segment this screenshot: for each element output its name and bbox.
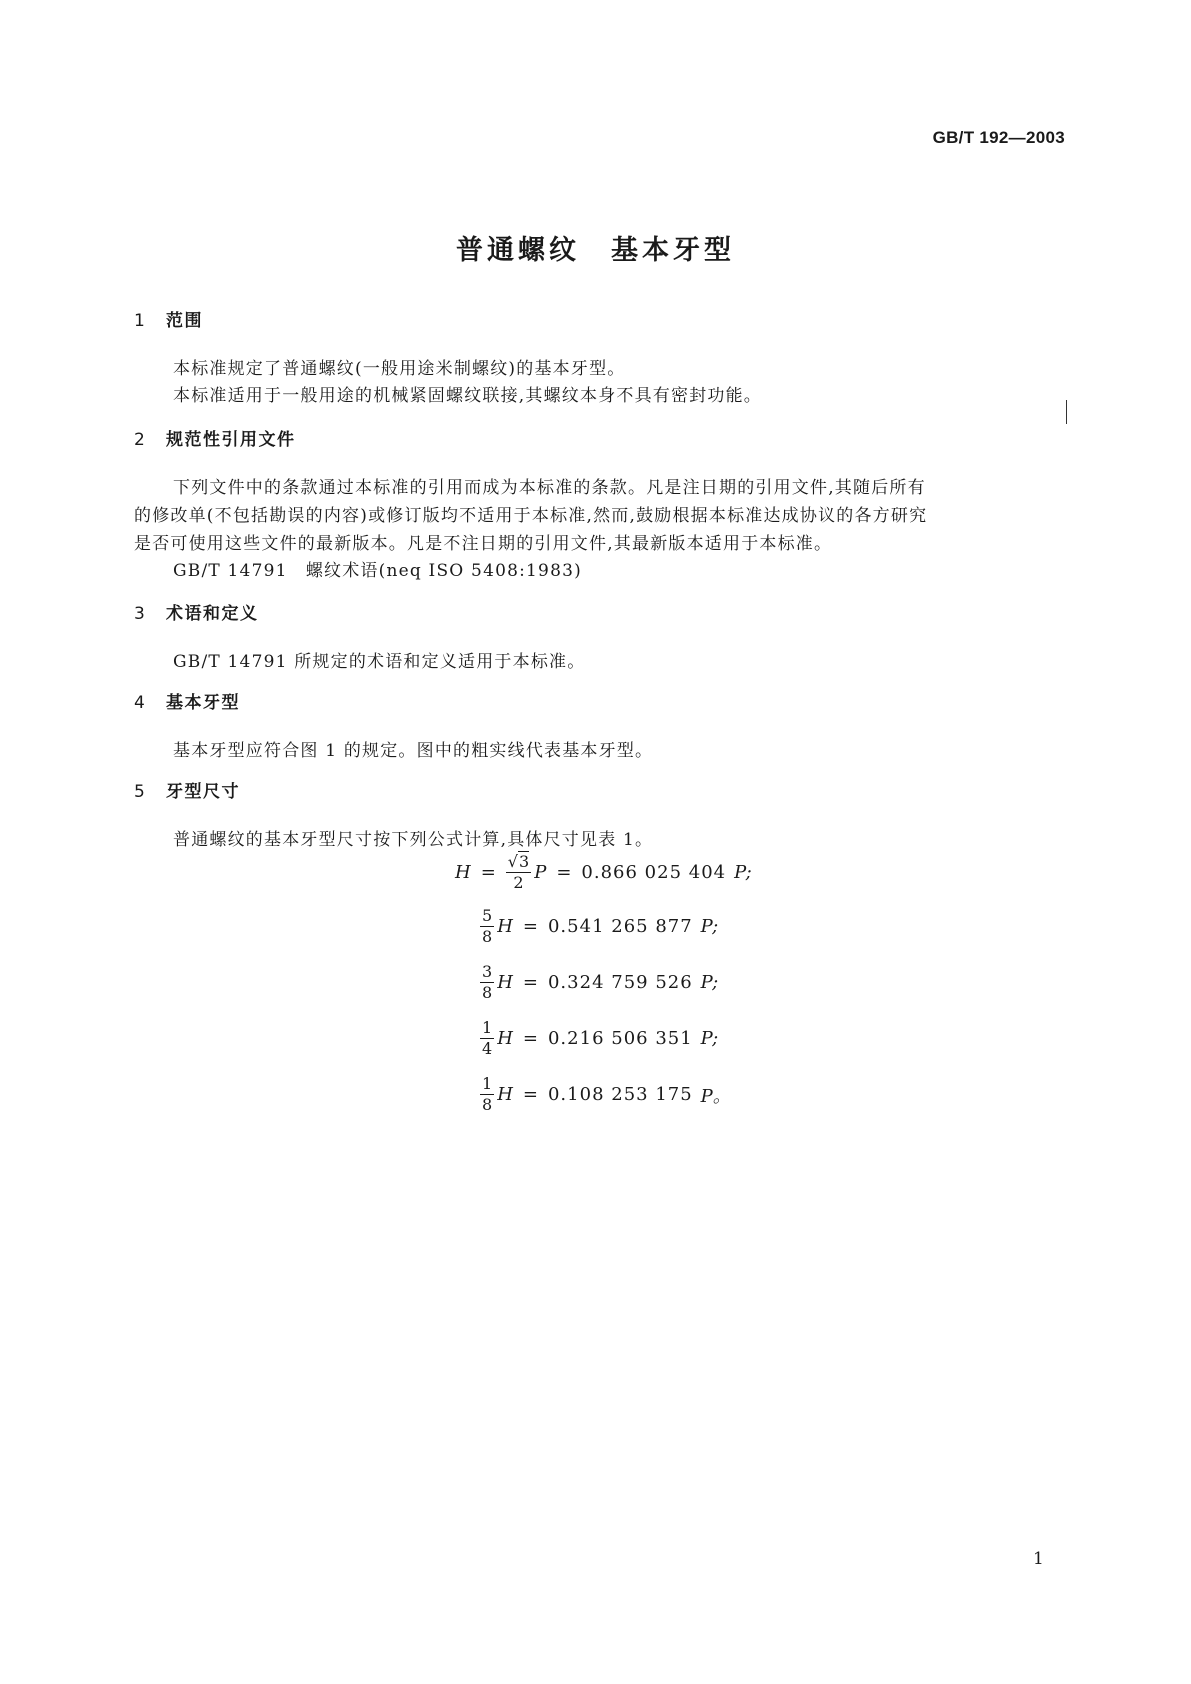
formula-end: P; xyxy=(700,1028,719,1049)
formula-value: 0.541 265 877 xyxy=(547,916,693,937)
scope-paragraph-2: 本标准适用于一般用途的机械紧固螺纹联接,其螺纹本身不具有密封功能。 xyxy=(173,386,763,406)
fraction-numerator: 1 xyxy=(482,1018,493,1037)
formula-1-4-h xyxy=(480,1018,718,1059)
fraction-denominator: 4 xyxy=(482,1039,493,1058)
fraction-numerator: 3 xyxy=(519,852,530,871)
formula-end: P; xyxy=(734,862,752,883)
section-heading-terms xyxy=(134,599,259,624)
equals-sign: = xyxy=(522,1028,538,1049)
section-number: 5 xyxy=(134,782,147,802)
fraction-denominator: 8 xyxy=(482,983,493,1002)
referenced-document: GB/T 14791 螺纹术语(neq ISO 5408:1983) xyxy=(173,561,582,581)
scope-paragraph-1: 本标准规定了普通螺纹(一般用途米制螺纹)的基本牙型。 xyxy=(173,359,626,379)
formula-lhs: H xyxy=(497,972,513,993)
page-title: 普通螺纹 基本牙型 xyxy=(456,235,735,266)
section-heading-scope xyxy=(134,306,203,331)
fraction-denominator: 2 xyxy=(513,873,524,892)
fraction xyxy=(480,962,494,1003)
references-line-3: 是否可使用这些文件的最新版本。凡是不注日期的引用文件,其最新版本适用于本标准。 xyxy=(134,534,833,554)
equals-sign: = xyxy=(556,862,572,883)
fraction-denominator: 8 xyxy=(482,927,493,946)
formula-end: P; xyxy=(700,916,719,937)
profile-paragraph: 基本牙型应符合图 1 的规定。图中的粗实线代表基本牙型。 xyxy=(173,741,654,761)
section-title: 规范性引用文件 xyxy=(166,430,296,450)
fraction xyxy=(480,1018,494,1059)
formula-value: 0.108 253 175 xyxy=(547,1084,693,1105)
formula-lhs: H xyxy=(455,862,471,883)
equals-sign: = xyxy=(522,1084,538,1105)
section-number: 4 xyxy=(134,693,147,713)
fraction-numerator: 1 xyxy=(482,1074,493,1093)
formula-lhs: H xyxy=(497,916,513,937)
fraction xyxy=(480,906,494,947)
references-line-2: 的修改单(不包括勘误的内容)或修订版均不适用于本标准,然而,鼓励根据本标准达成协议的各方研究 xyxy=(134,506,928,526)
formula-lhs: H xyxy=(497,1084,513,1105)
section-title: 术语和定义 xyxy=(166,604,259,624)
section-number: 2 xyxy=(134,430,147,450)
formula-value: 0.866 025 404 xyxy=(581,862,727,883)
fraction-denominator: 8 xyxy=(482,1095,493,1114)
section-heading-profile xyxy=(134,688,240,713)
section-heading-dimensions xyxy=(134,777,240,802)
formula-value: 0.216 506 351 xyxy=(547,1028,693,1049)
formula-1-8-h xyxy=(480,1074,731,1115)
section-title: 牙型尺寸 xyxy=(166,782,240,802)
equals-sign: = xyxy=(522,972,538,993)
formula-lhs: H xyxy=(497,1028,513,1049)
section-number: 3 xyxy=(134,604,147,624)
terms-paragraph: GB/T 14791 所规定的术语和定义适用于本标准。 xyxy=(173,652,586,672)
formula-5-8-h xyxy=(480,906,718,947)
formula-value: 0.324 759 526 xyxy=(547,972,693,993)
section-title: 范围 xyxy=(166,311,203,331)
formula-variable: P xyxy=(534,862,547,883)
section-title: 基本牙型 xyxy=(166,693,240,713)
dimensions-intro: 普通螺纹的基本牙型尺寸按下列公式计算,具体尺寸见表 1。 xyxy=(173,830,654,850)
references-line-1: 下列文件中的条款通过本标准的引用而成为本标准的条款。凡是注日期的引用文件,其随后所有 xyxy=(173,478,926,498)
equals-sign: = xyxy=(480,862,496,883)
change-bar xyxy=(1066,400,1067,424)
equals-sign: = xyxy=(522,916,538,937)
formula-end: P; xyxy=(700,972,719,993)
sqrt-symbol: √3 xyxy=(507,852,530,871)
fraction xyxy=(480,1074,494,1115)
page-number: 1 xyxy=(1033,1549,1044,1569)
standard-number: GB/T 192—2003 xyxy=(932,128,1065,147)
fraction-numerator: 3 xyxy=(482,962,493,981)
section-number: 1 xyxy=(134,311,147,331)
fraction-numerator: 5 xyxy=(482,906,493,925)
formula-end: P。 xyxy=(700,1085,731,1107)
fraction xyxy=(506,852,531,893)
formula-h xyxy=(455,852,752,893)
formula-3-8-h xyxy=(480,962,718,1003)
section-heading-references xyxy=(134,425,296,450)
